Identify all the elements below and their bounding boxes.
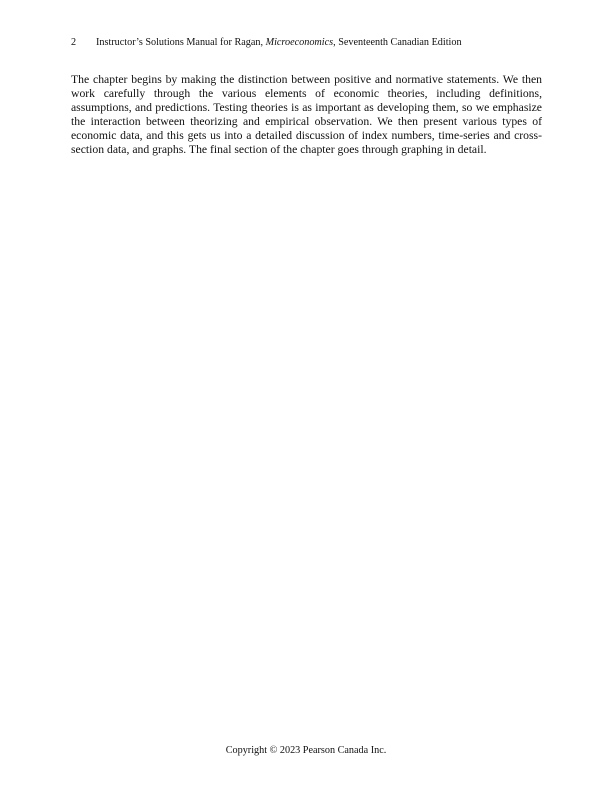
copyright-footer: Copyright © 2023 Pearson Canada Inc. — [225, 745, 387, 756]
body-paragraph: The chapter begins by making the distinction between positive and normative statements. We then work carefully through the various elements of economic theories, including definitions, assumptions, and predictions. Testing theories is as important as developing them, so we emphasize the interaction between theorizing and empirical observation. We then present various types of economic data, and this gets us into a detailed discussion of index numbers, time-series and cross-section data, and graphs. The final section of the chapter goes through graphing in detail. — [71, 73, 542, 156]
header-title-prefix: Instructor’s Solutions Manual for Ragan, — [96, 37, 266, 48]
header-title-italic: Microeconomics — [265, 37, 334, 48]
header-title-suffix: , Seventeenth Canadian Edition — [333, 37, 462, 48]
running-header — [71, 36, 541, 50]
page-number: 2 — [71, 37, 77, 48]
